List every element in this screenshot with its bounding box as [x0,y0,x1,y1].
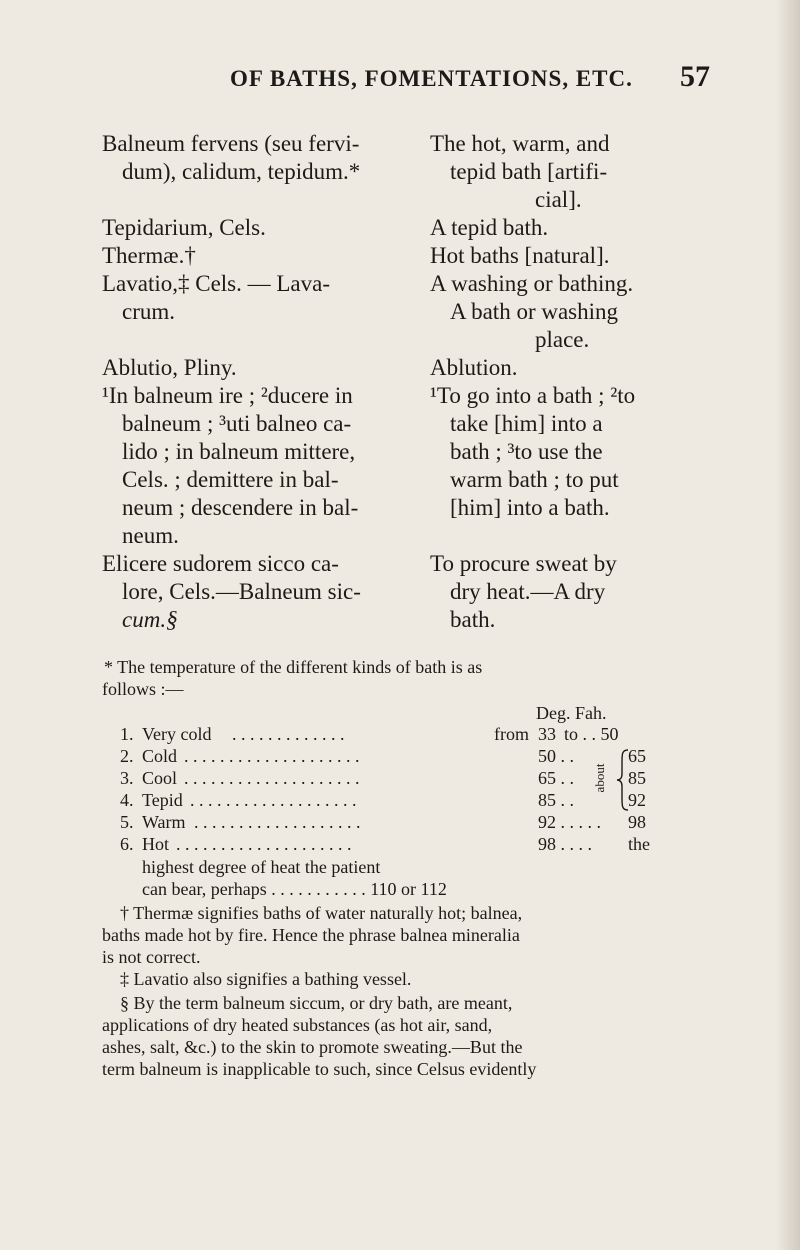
latin-line: crum. [122,299,176,324]
footnote-continuation: highest degree of heat the patient [142,857,381,877]
english-line: Ablution. [430,355,518,380]
english-line: cial]. [535,187,582,212]
english-line: dry heat.—A dry [450,579,606,604]
row-name: Tepid [142,790,183,810]
row-leader: . . . . . . . . . . . . . . . . . . . . [176,834,352,854]
latin-line: Ablutio, Pliny. [102,355,237,380]
row-to: to . . 50 [564,724,619,744]
english-line: take [him] into a [450,411,603,436]
table-header: Deg. Fah. [536,703,607,723]
english-line: Hot baths [natural]. [430,243,610,268]
row-leader: . . . . . . . . . . . . . . . . . . . . [184,768,360,788]
latin-line: Thermæ.† [102,243,196,268]
row-name: Cold [142,746,178,766]
row-leader: . . . . . . . . . . . . . . . . . . . [190,790,357,810]
latin-line: neum ; descendere in bal- [122,495,359,520]
row-name: Hot [142,834,169,854]
page-edge-shadow [776,0,800,1250]
row-number: 1. [120,724,134,744]
table-row [120,812,720,834]
english-line: ¹To go into a bath ; ²to [430,383,636,408]
row-from-label: from [494,724,529,744]
footnote-dagger: baths made hot by fire. Hence the phrase balnea mineralia [102,925,520,945]
row-name: Warm [142,812,186,832]
row-to: the [628,834,650,854]
footnote-dagger: † Thermæ signifies baths of water naturally hot; balnea, [120,903,523,923]
latin-line: Balneum fervens (seu fervi- [102,131,360,156]
row-to: 65 [628,746,646,766]
latin-line: balneum ; ³uti balneo ca- [122,411,352,436]
row-number: 5. [120,812,134,832]
english-line: A bath or washing [450,299,619,324]
footnote-intro: * The temperature of the different kinds of bath is as [104,657,483,677]
latin-line: neum. [122,523,179,548]
english-line: warm bath ; to put [450,467,619,492]
english-line: [him] into a bath. [450,495,610,520]
latin-line: cum.§ [122,607,178,632]
english-line: bath. [450,607,496,632]
latin-line: lore, Cels.—Balneum sic- [122,579,361,604]
row-leader: . . . . . . . . . . . . . . . . . . . [194,812,361,832]
row-from: 33 [538,724,556,744]
latin-line: ¹In balneum ire ; ²ducere in [102,383,353,408]
latin-line: Tepidarium, Cels. [102,215,266,240]
row-from: 92 . . . . . [538,812,601,832]
english-line: place. [535,327,590,352]
row-number: 6. [120,834,134,854]
table-row [120,724,720,746]
row-number: 2. [120,746,134,766]
row-from: 65 . . [538,768,574,788]
footnote-dagger: is not correct. [102,947,201,967]
row-name: Cool [142,768,178,788]
english-line: The hot, warm, and [430,131,610,156]
row-from: 50 . . [538,746,574,766]
row-from: 98 . . . . [538,834,592,854]
footnote-section: applications of dry heated substances (as hot air, sand, [102,1015,493,1035]
footnote-ddagger: ‡ Lavatio also signifies a bathing vessel. [120,969,412,989]
row-to: 85 [628,768,646,788]
latin-line: dum), calidum, tepidum.* [122,159,361,184]
latin-line: Lavatio,‡ Cels. — Lava- [102,271,331,296]
latin-line: lido ; in balneum mittere, [122,439,356,464]
row-leader: . . . . . . . . . . . . . . . . . . . . [184,746,360,766]
running-head [100,60,710,100]
latin-line: Elicere sudorem sicco ca- [102,551,339,576]
english-line: tepid bath [artifi- [450,159,608,184]
row-to: 98 [628,812,646,832]
english-line: A washing or bathing. [430,271,634,296]
english-line: A tepid bath. [430,215,549,240]
footnote-section: ashes, salt, &c.) to the skin to promote sweating.—But the [102,1037,523,1057]
footnote-continuation: can bear, perhaps . . . . . . . . . . . 110 or 112 [142,879,447,899]
row-number: 4. [120,790,134,810]
latin-line: Cels. ; demittere in bal- [122,467,339,492]
footnote-intro: follows :— [102,679,184,699]
table-row [120,834,720,856]
row-name: Very cold [142,724,212,744]
footnote-section: term balneum is inapplicable to such, since Celsus evidently [102,1059,537,1079]
footnote-section: § By the term balneum siccum, or dry bath, are meant, [120,993,513,1013]
english-line: To procure sweat by [430,551,617,576]
row-to: 92 [628,790,646,810]
row-from: 85 . . [538,790,574,810]
page-number: 57 [680,60,710,93]
brace-icon [615,748,631,812]
running-title: OF BATHS, FOMENTATIONS, ETC. [230,66,633,91]
english-line: bath ; ³to use the [450,439,603,464]
row-leader: . . . . . . . . . . . . . [232,724,345,744]
row-number: 3. [120,768,134,788]
brace-word: about [592,763,607,793]
